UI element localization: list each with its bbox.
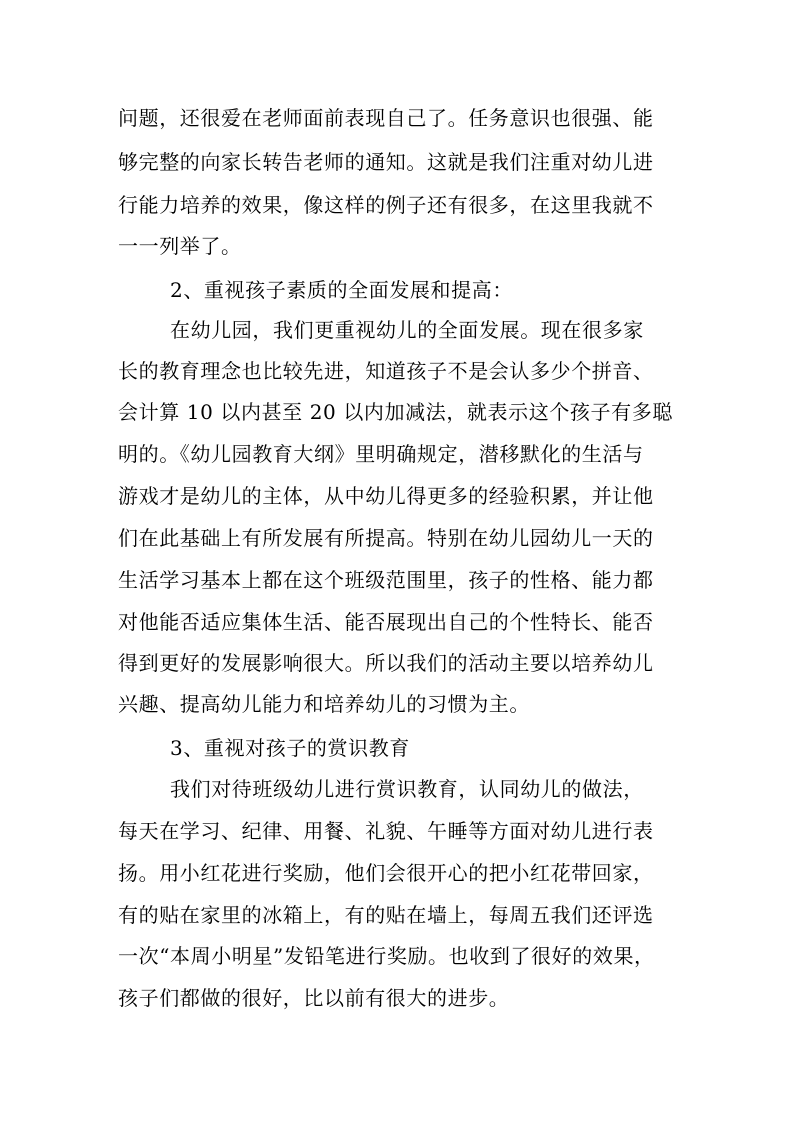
text-line: 孩子们都做的很好，比以前有很大的进步。 [118, 986, 510, 1010]
text-line: 会计算 10 以内甚至 20 以内加减法，就表示这个孩子有多聪 [118, 400, 673, 424]
text-line: 对他能否适应集体生活、能否展现出自己的个性特长、能否 [118, 610, 654, 634]
text-line: 兴趣、提高幼儿能力和培养幼儿的习惯为主。 [118, 692, 530, 716]
text-line: 在幼儿园，我们更重视幼儿的全面发展。现在很多家 [170, 318, 644, 342]
text-line: 有的贴在家里的冰箱上，有的贴在墙上，每周五我们还评选 [118, 903, 654, 927]
text-line: 够完整的向家长转告老师的通知。这就是我们注重对幼儿进 [118, 150, 654, 174]
text-line: 我们对待班级幼儿进行赏识教育，认同幼儿的做法， [170, 777, 644, 801]
text-line: 每天在学习、纪律、用餐、礼貌、午睡等方面对幼儿进行表 [118, 819, 654, 843]
text-line: 扬。用小红花进行奖励，他们会很开心的把小红花带回家， [118, 861, 654, 885]
text-line: 行能力培养的效果，像这样的例子还有很多，在这里我就不 [118, 193, 654, 217]
text-line: 生活学习基本上都在这个班级范围里，孩子的性格、能力都 [118, 568, 654, 592]
text-line: 一次“本周小明星”发铅笔进行奖励。也收到了很好的效果， [118, 944, 655, 968]
text-line: 长的教育理念也比较先进，知道孩子不是会认多少个拼音、 [118, 359, 654, 383]
text-line: 问题，还很爱在老师面前表现自己了。任务意识也很强、能 [118, 106, 654, 130]
text-line: 游戏才是幼儿的主体，从中幼儿得更多的经验积累，并让他 [118, 484, 654, 508]
text-line: 们在此基础上有所发展有所提高。特别在幼儿园幼儿一天的 [118, 526, 654, 550]
text-line: 一一列举了。 [118, 234, 242, 258]
text-line: 明的。《幼儿园教育大纲》里明确规定，潜移默化的生活与 [118, 442, 644, 466]
section-heading-2: 2、重视孩子素质的全面发展和提高： [170, 278, 513, 302]
text-line: 得到更好的发展影响很大。所以我们的活动主要以培养幼儿 [118, 651, 654, 675]
section-heading-3: 3、重视对孩子的赏识教育 [170, 736, 410, 760]
